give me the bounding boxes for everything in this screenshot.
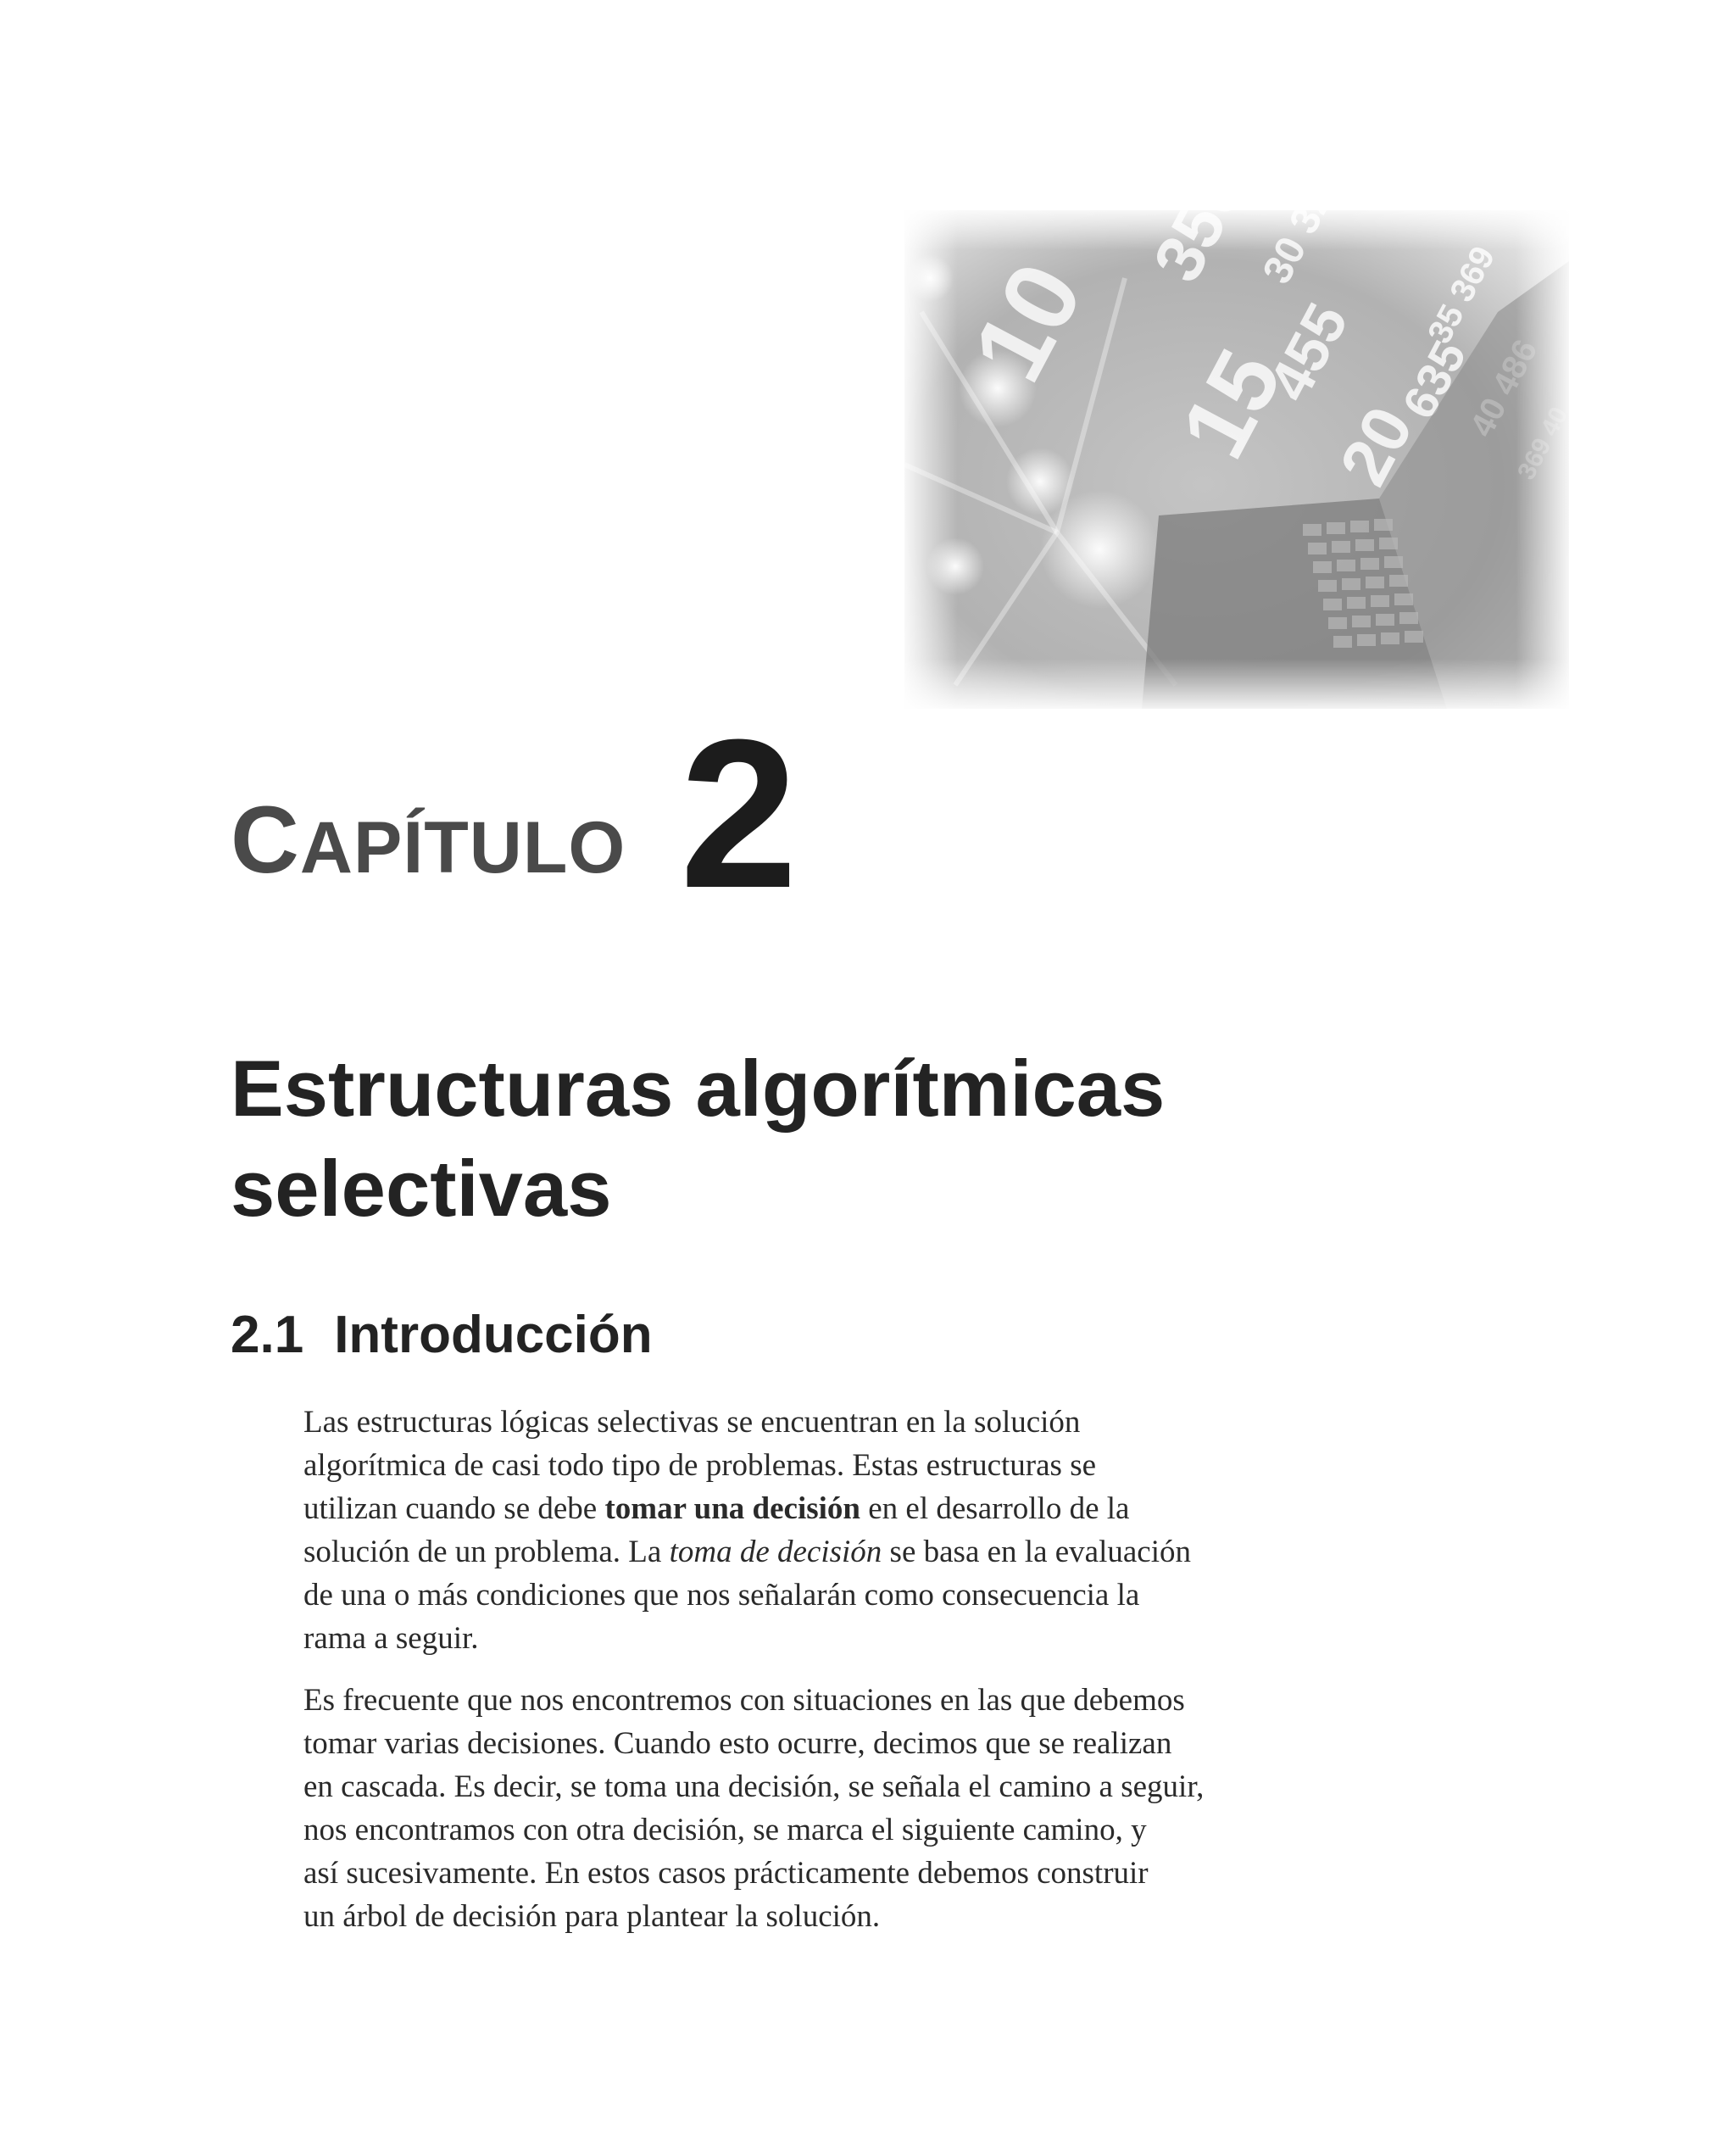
paragraph-line: nos encontramos con otra decisión, se marca el siguiente camino, y bbox=[303, 1813, 1147, 1847]
bold-term: tomar una decisión bbox=[604, 1491, 860, 1526]
paragraph-line: un árbol de decisión para plantear la solución. bbox=[303, 1899, 881, 1934]
section-number: 2.1 bbox=[231, 1306, 304, 1364]
paragraph-1 bbox=[303, 1401, 1321, 1660]
text-run: utilizan cuando se debe bbox=[303, 1491, 605, 1526]
paragraph-line: de una o más condiciones que nos señalarán como consecuencia la bbox=[303, 1578, 1140, 1613]
paragraph-line: algorítmica de casi todo tipo de problemas. Estas estructuras se bbox=[303, 1448, 1097, 1483]
paragraph-line: Las estructuras lógicas selectivas se encuentran en la solución bbox=[303, 1405, 1081, 1440]
chapter-word-rest: APÍTULO bbox=[299, 807, 626, 889]
text-run: se basa en la evaluación bbox=[882, 1535, 1191, 1569]
chapter-word-initial: C bbox=[231, 787, 300, 893]
paragraph-line: tomar varias decisiones. Cuando esto ocurre, decimos que se realizan bbox=[303, 1726, 1172, 1761]
paragraph-line: rama a seguir. bbox=[303, 1621, 479, 1656]
paragraph-line bbox=[303, 1487, 1321, 1530]
paragraph-line: así sucesivamente. En estos casos prácticamente debemos construir bbox=[303, 1856, 1149, 1891]
text-run: solución de un problema. La bbox=[303, 1535, 670, 1569]
paragraph-line: en cascada. Es decir, se toma una decisión, se señala el camino a seguir, bbox=[303, 1769, 1205, 1804]
italic-term: toma de decisión bbox=[669, 1535, 882, 1569]
text-run: en el desarrollo de la bbox=[860, 1491, 1130, 1526]
chapter-illustration bbox=[904, 210, 1569, 709]
chapter-word bbox=[231, 787, 626, 893]
chapter-number: 2 bbox=[680, 695, 798, 932]
chapter-title-line-1: Estructuras algorítmicas bbox=[231, 1044, 1166, 1133]
body-text bbox=[303, 1401, 1321, 1957]
section-title: Introducción bbox=[334, 1306, 653, 1364]
paragraph-2 bbox=[303, 1679, 1321, 1938]
paragraph-line bbox=[303, 1530, 1321, 1574]
chapter-title-line-2: selectivas bbox=[231, 1144, 612, 1233]
chapter-title bbox=[231, 1039, 1460, 1239]
laptop-numbers-image bbox=[904, 210, 1569, 709]
paragraph-line: Es frecuente que nos encontremos con situaciones en las que debemos bbox=[303, 1683, 1185, 1718]
section-heading bbox=[231, 1301, 653, 1369]
